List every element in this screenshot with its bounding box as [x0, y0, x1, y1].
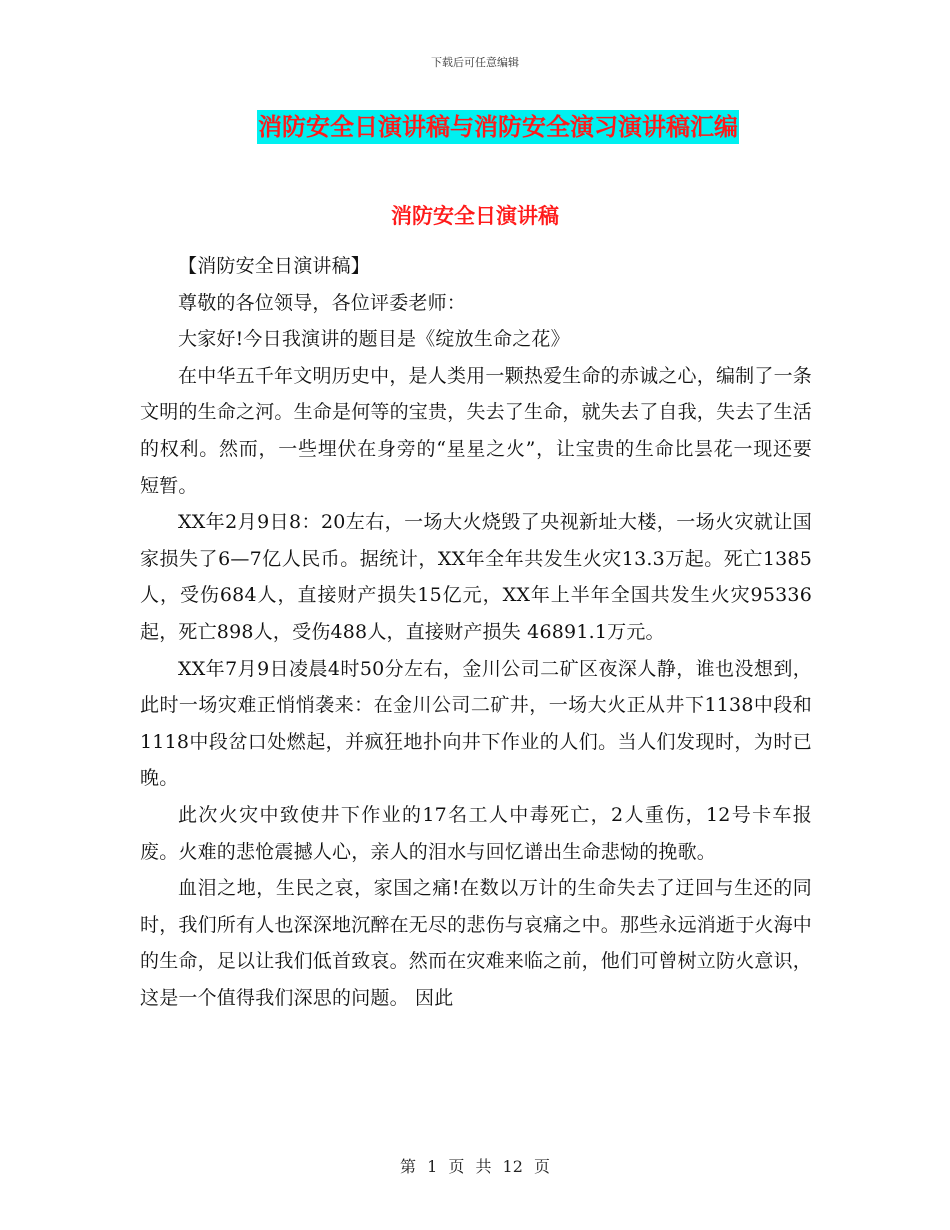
document-title-text: 消防安全日演讲稿与消防安全演习演讲稿汇编 [257, 110, 739, 144]
document-title [0, 110, 950, 144]
paragraph: XX年7月9日凌晨4时50分左右，金川公司二矿区夜深人静，谁也没想到，此时一场灾难正悄悄袭来：在金川公司二矿井，一场大火正从井下1138中段和1118中段岔口处燃起，并疯狂地扑向井下作业的人们。当人们发现时，为时已晚。 [140, 657, 812, 790]
header-note: 下载后可任意编辑 [431, 56, 519, 69]
paragraph: XX年2月9日8：20左右，一场大火烧毁了央视新址大楼，一场火灾就让国家损失了6—7亿人民币。据统计，XX年全年共发生火灾13.3万起。死亡1385人，受伤684人，直接财产损失15亿元，XX年上半年全国共发生火灾95336起，死亡898人，受伤488人，直接财产损失 46891.1万元。 [140, 511, 812, 643]
body-text [140, 248, 812, 1016]
paragraph: 尊敬的各位领导，各位评委老师： [178, 291, 467, 314]
paragraph: 大家好!今日我演讲的题目是《绽放生命之花》 [178, 328, 570, 351]
paragraph: 在中华五千年文明历史中，是人类用一颗热爱生命的赤诚之心，编制了一条文明的生命之河。生命是何等的宝贵，失去了生命，就失去了自我，失去了生活的权利。然而，一些埋伏在身旁的“星星之火”，让宝贵的生命比昙花一现还要短暂。 [140, 364, 813, 497]
paragraph: 【消防安全日演讲稿】 [178, 255, 371, 277]
page-footer: 第 1 页 共 12 页 [400, 1157, 550, 1176]
section-title: 消防安全日演讲稿 [391, 204, 559, 228]
paragraph: 此次火灾中致使井下作业的17名工人中毒死亡，2人重伤，12号卡车报废。火难的悲怆震撼人心，亲人的泪水与回忆谱出生命悲恸的挽歌。 [140, 803, 812, 863]
paragraph: 血泪之地，生民之哀，家国之痛!在数以万计的生命失去了迂回与生还的同时，我们所有人也深深地沉醉在无尽的悲伤与哀痛之中。那些永远消逝于火海中的生命，足以让我们低首致哀。然而在灾难来临之前，他们可曾树立防火意识，这是一个值得我们深思的问题。 因此 [140, 877, 813, 1009]
